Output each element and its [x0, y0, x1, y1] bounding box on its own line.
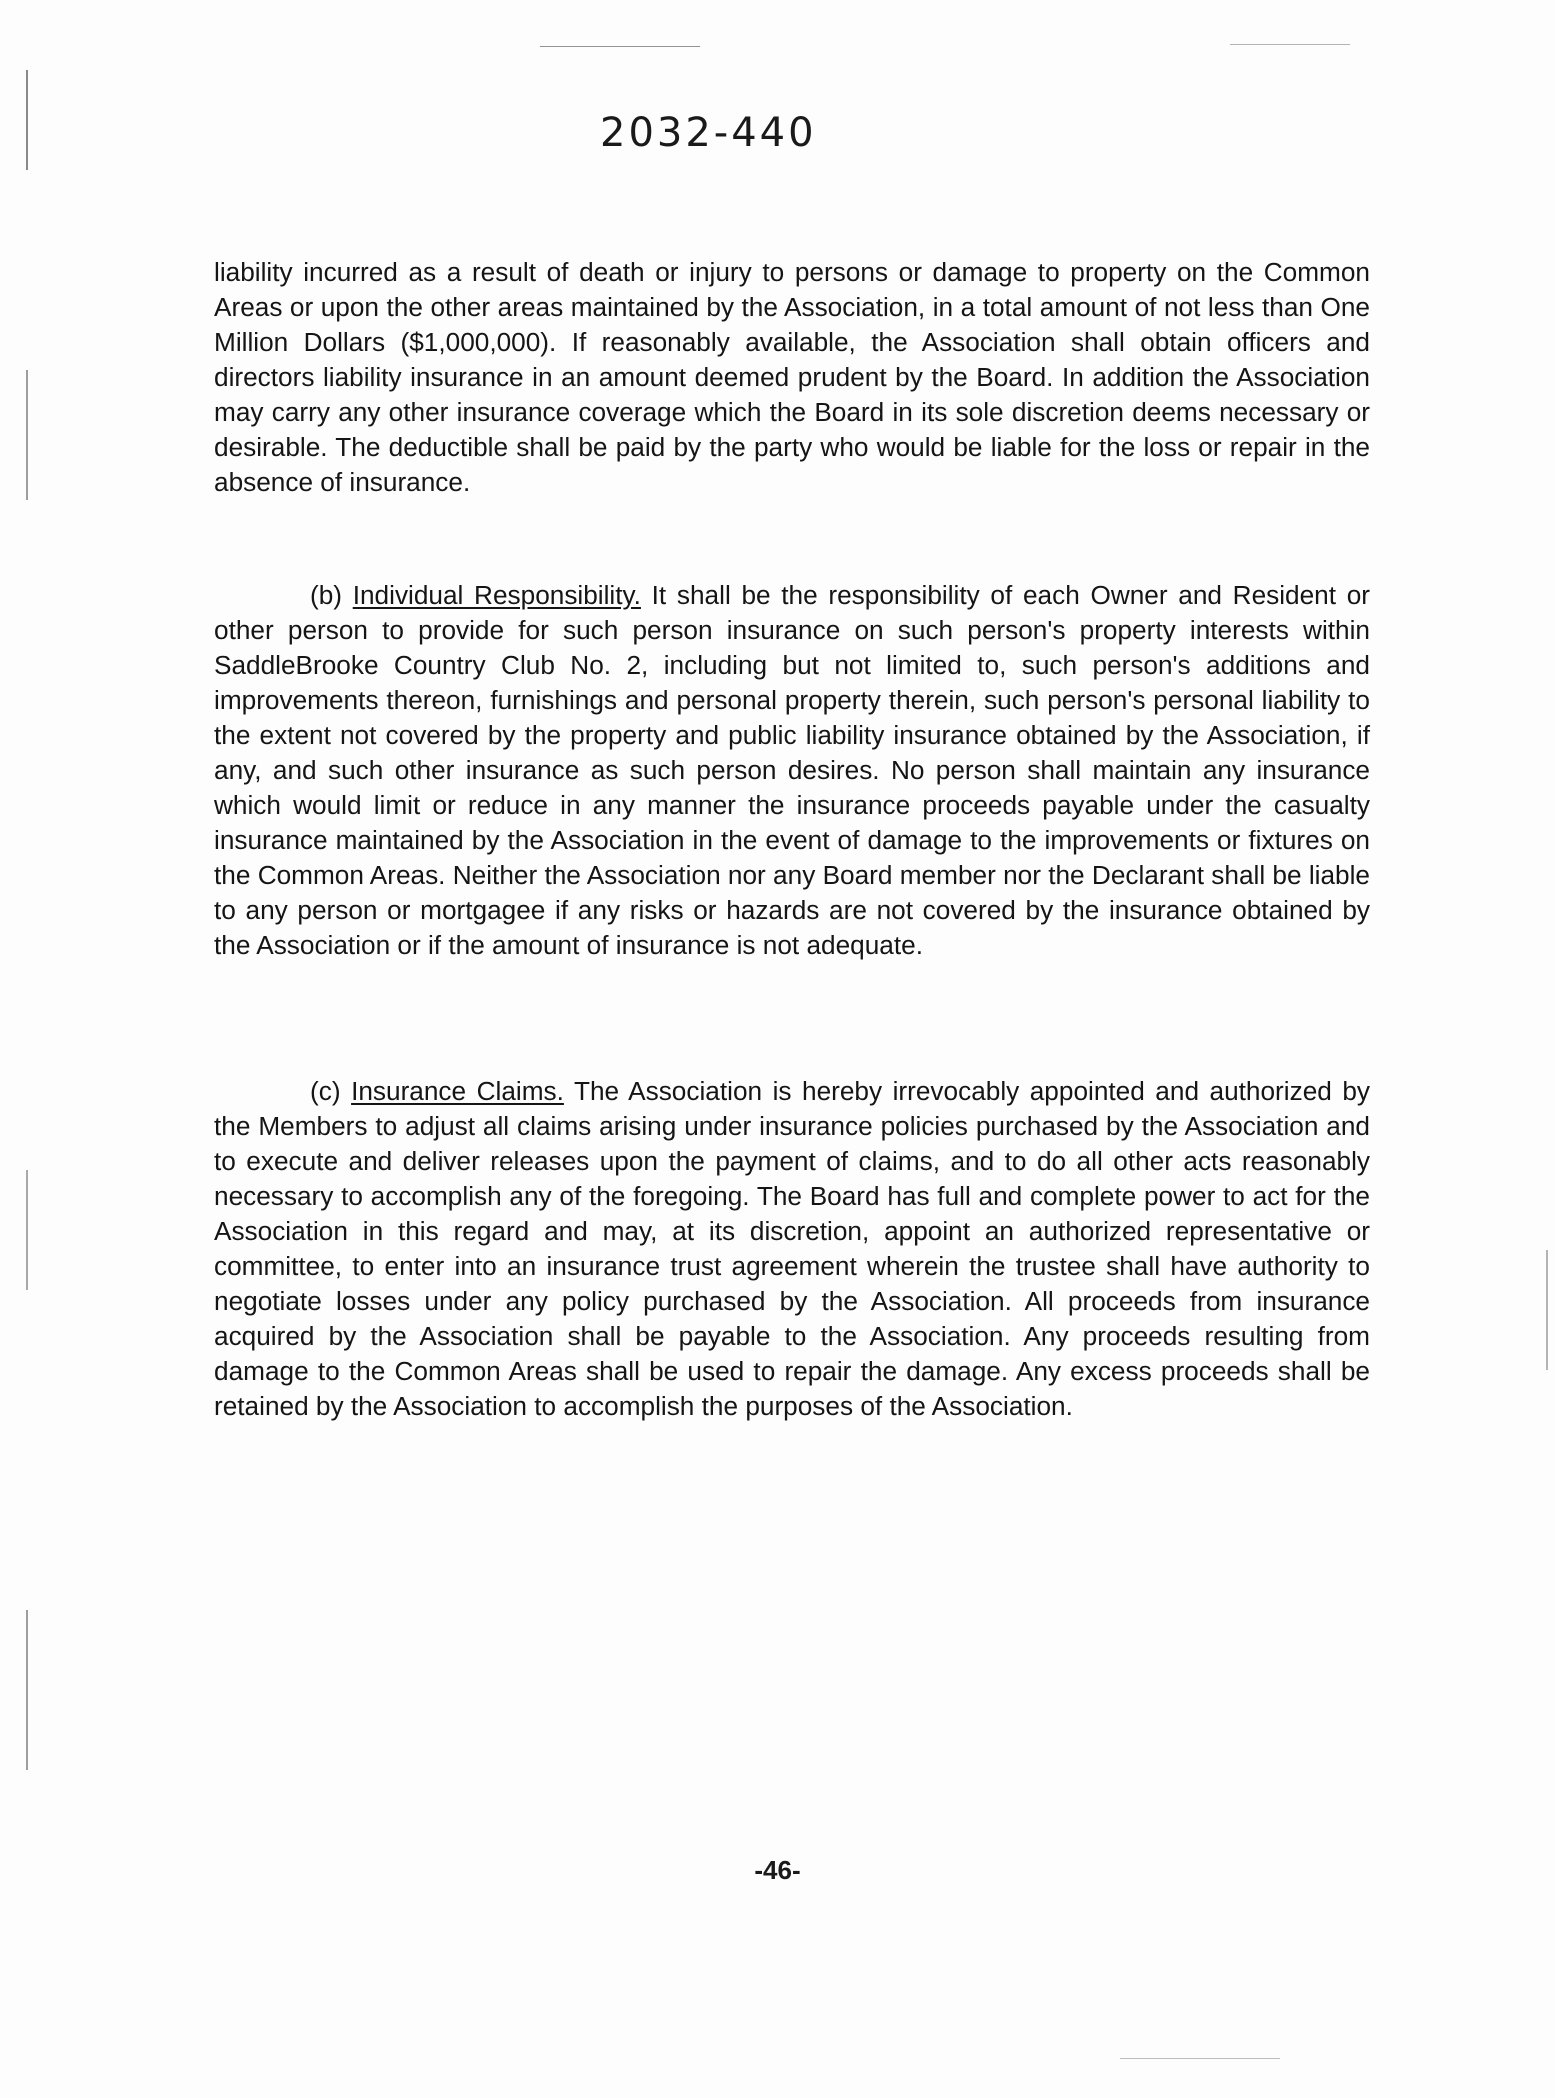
scan-margin-line-left-low	[26, 1610, 28, 1770]
paragraph-b	[214, 578, 1370, 963]
paragraph-c-marker: (c)	[310, 1076, 341, 1107]
scan-margin-line-left-top	[26, 70, 28, 170]
scan-bottom-dashes	[1120, 2058, 1280, 2059]
scan-margin-line-left-mid	[26, 370, 28, 500]
paragraph-continuation: liability incurred as a result of death or injury to persons or damage to property on the Common Areas or upon the other areas maintained by the Association, in a total amount of not less than One Million Dollars ($1,000,000). If reasonably available, the Association shall obtain officers and directors liability insurance in an amount deemed prudent by the Board. In addition the Association may carry any other insurance coverage which the Board in its sole discretion deems necessary or desirable. The deductible shall be paid by the party who would be liable for the loss or repair in the absence of insurance.	[214, 257, 1370, 498]
paragraph-b-text: It shall be the responsibility of each Owner and Resident or other person to provide for such person insurance on such person's property interests within SaddleBrooke Country Club No. 2, including but not limited to, such person's additions and improvements thereon, furnishings and personal property therein, such person's personal liability to the extent not covered by the property and public liability insurance obtained by the Association, if any, and such other insurance as such person desires. No person shall maintain any insurance which would limit or reduce in any manner the insurance proceeds payable under the casualty insurance maintained by the Association in the event of damage to the improvements or fixtures on the Common Areas. Neither the Association nor any Board member nor the Declarant shall be liable to any person or mortgagee if any risks or hazards are not covered by the insurance obtained by the Association or if the amount of insurance is not adequate.	[214, 580, 1370, 961]
scan-margin-line-right	[1546, 1250, 1548, 1370]
scan-top-dashes-right	[1230, 44, 1350, 45]
scan-margin-line-left-mid2	[26, 1170, 28, 1290]
recording-number: 2032-440	[600, 110, 817, 156]
paragraph-c-heading: Insurance Claims.	[351, 1076, 564, 1107]
paragraph-c-text: The Association is hereby irrevocably appointed and authorized by the Members to adjust all claims arising under insurance policies purchased by the Association and to execute and deliver releases upon the payment of claims, and to do all other acts reasonably necessary to accomplish any of the foregoing. The Board has full and complete power to act for the Association in this regard and may, at its discretion, appoint an authorized representative or committee, to enter into an insurance trust agreement wherein the trustee shall have authority to negotiate losses under any policy purchased by the Association. All proceeds from insurance acquired by the Association shall be payable to the Association. Any proceeds resulting from damage to the Common Areas shall be used to repair the damage. Any excess proceeds shall be retained by the Association to accomplish the purposes of the Association.	[214, 1076, 1370, 1422]
paragraph-c	[214, 1074, 1370, 1424]
paragraph-b-marker: (b)	[310, 580, 343, 611]
page-number: -46-	[754, 1855, 801, 1885]
paragraph-b-heading: Individual Responsibility.	[352, 580, 641, 611]
scan-top-dashes	[540, 46, 700, 47]
